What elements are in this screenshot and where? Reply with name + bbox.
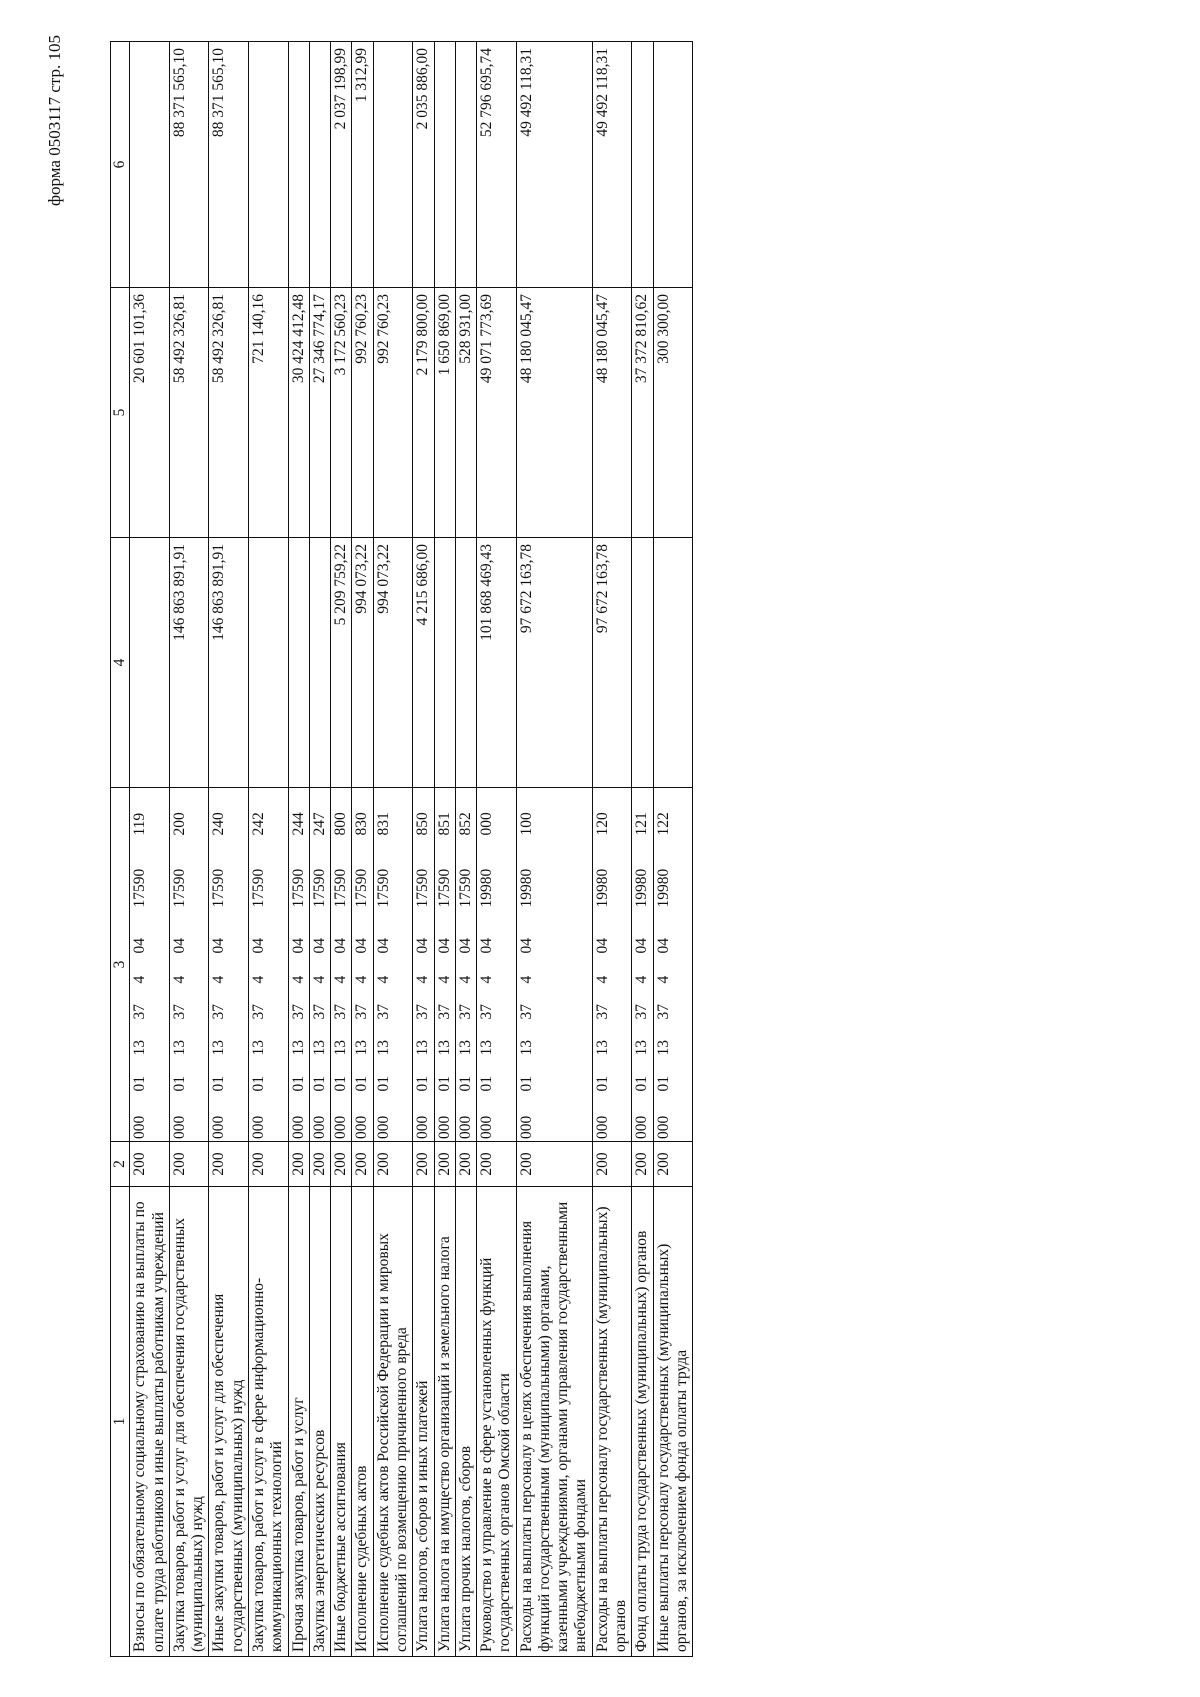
- row-name: Взносы по обязательному социальному страхованию на выплаты по оплате труда работников и иные выплаты работникам учреждений: [130, 1187, 170, 1657]
- budget-code-part: 122: [653, 788, 693, 838]
- table-row: [592, 42, 632, 1657]
- executed-amount: 58 492 326,81: [169, 288, 209, 538]
- budget-code-part: 19980: [653, 838, 693, 910]
- budget-code-part: 13: [516, 1022, 592, 1058]
- budget-code-part: 19980: [477, 838, 517, 910]
- budget-code-part: 37: [169, 986, 209, 1022]
- row-line-code: 200: [592, 1142, 632, 1187]
- executed-amount: 528 931,00: [455, 288, 476, 538]
- budget-code-part: 17590: [309, 838, 330, 910]
- unexecuted-amount: [373, 42, 413, 288]
- budget-code-part: 13: [130, 1022, 170, 1058]
- unexecuted-amount: [130, 42, 170, 288]
- executed-amount: 20 601 101,36: [130, 288, 170, 538]
- row-name: Уплата налога на имущество организаций и земельного налога: [434, 1187, 455, 1657]
- approved-amount: 5 209 759,22: [331, 538, 352, 788]
- executed-amount: 58 492 326,81: [209, 288, 249, 538]
- budget-code-part: 000: [169, 1094, 209, 1142]
- budget-code-part: 000: [592, 1094, 632, 1142]
- budget-code-part: 04: [455, 910, 476, 956]
- row-line-code: 200: [248, 1142, 288, 1187]
- budget-code-part: 37: [288, 986, 309, 1022]
- approved-amount: 994 073,22: [352, 538, 373, 788]
- approved-amount: [653, 538, 693, 788]
- budget-code-part: 4: [434, 956, 455, 986]
- budget-code-part: 04: [248, 910, 288, 956]
- budget-code-part: 4: [516, 956, 592, 986]
- row-line-code: 200: [169, 1142, 209, 1187]
- budget-code-part: 01: [169, 1058, 209, 1094]
- row-line-code: 200: [209, 1142, 249, 1187]
- budget-code-part: 244: [288, 788, 309, 838]
- budget-code-part: 17590: [373, 838, 413, 910]
- executed-amount: 3 172 560,23: [331, 288, 352, 538]
- budget-code-part: 13: [309, 1022, 330, 1058]
- budget-code-part: 01: [309, 1058, 330, 1094]
- budget-code-part: 119: [130, 788, 170, 838]
- budget-code-part: 01: [130, 1058, 170, 1094]
- unexecuted-amount: 88 371 565,10: [169, 42, 209, 288]
- row-line-code: 200: [434, 1142, 455, 1187]
- row-name: Иные выплаты персоналу государственных (муниципальных) органов, за исключением фонда оплаты труда: [653, 1187, 693, 1657]
- budget-code-part: 120: [592, 788, 632, 838]
- table-row: [130, 42, 170, 1657]
- row-name: Закупка энергетических ресурсов: [309, 1187, 330, 1657]
- budget-code-part: 4: [309, 956, 330, 986]
- budget-code-part: 13: [455, 1022, 476, 1058]
- row-line-code: 200: [653, 1142, 693, 1187]
- row-name: Исполнение судебных актов Российской Федерации и мировых соглашений по возмещению причиненного вреда: [373, 1187, 413, 1657]
- row-name: Фонд оплаты труда государственных (муниципальных) органов: [632, 1187, 653, 1657]
- row-line-code: 200: [331, 1142, 352, 1187]
- budget-code-part: 04: [130, 910, 170, 956]
- approved-amount: [288, 538, 309, 788]
- table-row: [413, 42, 434, 1657]
- approved-amount: 97 672 163,78: [592, 538, 632, 788]
- executed-amount: 992 760,23: [373, 288, 413, 538]
- budget-code-part: 04: [288, 910, 309, 956]
- budget-code-part: 13: [373, 1022, 413, 1058]
- budget-code-part: 100: [516, 788, 592, 838]
- row-name: Исполнение судебных актов: [352, 1187, 373, 1657]
- budget-code-part: 04: [209, 910, 249, 956]
- budget-code-part: 37: [516, 986, 592, 1022]
- approved-amount: [632, 538, 653, 788]
- unexecuted-amount: 2 035 886,00: [413, 42, 434, 288]
- budget-code-part: 000: [653, 1094, 693, 1142]
- expenditure-table: [110, 41, 693, 1657]
- budget-code-part: 000: [209, 1094, 249, 1142]
- table-body: [111, 42, 693, 1657]
- budget-code-part: 17590: [248, 838, 288, 910]
- table-row: [516, 42, 592, 1657]
- row-name: Иные закупки товаров, работ и услуг для обеспечения государственных (муниципальных) нужд: [209, 1187, 249, 1657]
- budget-code-part: 04: [169, 910, 209, 956]
- column-number: 1: [111, 1187, 130, 1657]
- unexecuted-amount: [653, 42, 693, 288]
- unexecuted-amount: 49 492 118,31: [516, 42, 592, 288]
- budget-code-part: 13: [413, 1022, 434, 1058]
- budget-code-part: 000: [331, 1094, 352, 1142]
- row-name: Иные бюджетные ассигнования: [331, 1187, 352, 1657]
- row-line-code: 200: [413, 1142, 434, 1187]
- row-line-code: 200: [516, 1142, 592, 1187]
- budget-code-part: 37: [413, 986, 434, 1022]
- budget-code-part: 37: [209, 986, 249, 1022]
- budget-code-part: 000: [373, 1094, 413, 1142]
- budget-code-part: 000: [632, 1094, 653, 1142]
- budget-code-part: 04: [352, 910, 373, 956]
- row-name: Расходы на выплаты персоналу в целях обеспечения выполнения функций государственными (муниципальными) органами, казенными учреждениями, органами управления государственными внебюджетными фондами: [516, 1187, 592, 1657]
- budget-code-part: 01: [331, 1058, 352, 1094]
- table-row: [434, 42, 455, 1657]
- budget-code-part: 13: [434, 1022, 455, 1058]
- row-name: Уплата налогов, сборов и иных платежей: [413, 1187, 434, 1657]
- budget-code-part: 37: [434, 986, 455, 1022]
- budget-code-part: 13: [632, 1022, 653, 1058]
- budget-code-part: 04: [477, 910, 517, 956]
- budget-code-part: 01: [373, 1058, 413, 1094]
- budget-code-part: 04: [331, 910, 352, 956]
- budget-code-part: 000: [455, 1094, 476, 1142]
- column-number-row: [111, 42, 130, 1657]
- budget-code-part: 01: [288, 1058, 309, 1094]
- approved-amount: [248, 538, 288, 788]
- budget-code-part: 17590: [169, 838, 209, 910]
- approved-amount: 994 073,22: [373, 538, 413, 788]
- budget-code-part: 4: [209, 956, 249, 986]
- budget-code-part: 37: [373, 986, 413, 1022]
- executed-amount: 37 372 810,62: [632, 288, 653, 538]
- table-row: [653, 42, 693, 1657]
- budget-code-part: 04: [516, 910, 592, 956]
- row-name: Закупка товаров, работ и услуг для обеспечения государственных (муниципальных) нужд: [169, 1187, 209, 1657]
- budget-code-part: 19980: [632, 838, 653, 910]
- budget-code-part: 37: [632, 986, 653, 1022]
- unexecuted-amount: [434, 42, 455, 288]
- budget-code-part: 4: [455, 956, 476, 986]
- budget-code-part: 000: [413, 1094, 434, 1142]
- budget-code-part: 247: [309, 788, 330, 838]
- budget-code-part: 37: [352, 986, 373, 1022]
- budget-code-part: 4: [477, 956, 517, 986]
- budget-code-part: 830: [352, 788, 373, 838]
- table-row: [477, 42, 517, 1657]
- budget-code-part: 17590: [209, 838, 249, 910]
- table-row: [309, 42, 330, 1657]
- budget-code-part: 01: [434, 1058, 455, 1094]
- budget-code-part: 000: [309, 1094, 330, 1142]
- budget-code-part: 4: [632, 956, 653, 986]
- unexecuted-amount: 88 371 565,10: [209, 42, 249, 288]
- budget-code-part: 01: [653, 1058, 693, 1094]
- form-page-label: форма 0503117 стр. 105: [45, 35, 64, 206]
- budget-code-part: 4: [653, 956, 693, 986]
- unexecuted-amount: [288, 42, 309, 288]
- executed-amount: 48 180 045,47: [592, 288, 632, 538]
- budget-code-part: 4: [130, 956, 170, 986]
- budget-code-part: 01: [248, 1058, 288, 1094]
- budget-code-part: 13: [331, 1022, 352, 1058]
- row-name: Расходы на выплаты персоналу государственных (муниципальных) органов: [592, 1187, 632, 1657]
- row-line-code: 200: [477, 1142, 517, 1187]
- budget-code-part: 000: [248, 1094, 288, 1142]
- table-row: [288, 42, 309, 1657]
- row-line-code: 200: [288, 1142, 309, 1187]
- budget-code-part: 851: [434, 788, 455, 838]
- budget-code-part: 000: [352, 1094, 373, 1142]
- table-row: [632, 42, 653, 1657]
- table-row: [455, 42, 476, 1657]
- budget-code-part: 17590: [352, 838, 373, 910]
- budget-code-part: 200: [169, 788, 209, 838]
- budget-code-part: 37: [455, 986, 476, 1022]
- budget-code-part: 01: [209, 1058, 249, 1094]
- budget-code-part: 4: [592, 956, 632, 986]
- budget-code-part: 13: [477, 1022, 517, 1058]
- budget-code-part: 01: [632, 1058, 653, 1094]
- row-name: Руководство и управление в сфере установленных функций государственных органов Омской области: [477, 1187, 517, 1657]
- budget-code-part: 01: [455, 1058, 476, 1094]
- executed-amount: 30 424 412,48: [288, 288, 309, 538]
- executed-amount: 2 179 800,00: [413, 288, 434, 538]
- budget-code-part: 852: [455, 788, 476, 838]
- budget-code-part: 01: [477, 1058, 517, 1094]
- budget-code-part: 04: [434, 910, 455, 956]
- budget-code-part: 4: [413, 956, 434, 986]
- column-number: 5: [111, 288, 130, 538]
- executed-amount: 49 071 773,69: [477, 288, 517, 538]
- row-line-code: 200: [130, 1142, 170, 1187]
- budget-code-part: 17590: [434, 838, 455, 910]
- column-number: 3: [111, 788, 130, 1142]
- row-line-code: 200: [455, 1142, 476, 1187]
- budget-code-part: 000: [516, 1094, 592, 1142]
- row-line-code: 200: [309, 1142, 330, 1187]
- budget-code-part: 4: [373, 956, 413, 986]
- table-row: [352, 42, 373, 1657]
- budget-code-part: 4: [352, 956, 373, 986]
- budget-code-part: 13: [288, 1022, 309, 1058]
- approved-amount: [309, 538, 330, 788]
- unexecuted-amount: 49 492 118,31: [592, 42, 632, 288]
- budget-code-part: 01: [516, 1058, 592, 1094]
- row-line-code: 200: [373, 1142, 413, 1187]
- unexecuted-amount: [455, 42, 476, 288]
- approved-amount: 97 672 163,78: [516, 538, 592, 788]
- budget-code-part: 37: [130, 986, 170, 1022]
- column-number: 6: [111, 42, 130, 288]
- unexecuted-amount: 2 037 198,99: [331, 42, 352, 288]
- budget-code-part: 13: [209, 1022, 249, 1058]
- budget-code-part: 4: [288, 956, 309, 986]
- row-name: Закупка товаров, работ и услуг в сфере информационно-коммуникационных технологий: [248, 1187, 288, 1657]
- approved-amount: [455, 538, 476, 788]
- budget-code-part: 4: [248, 956, 288, 986]
- approved-amount: 146 863 891,91: [209, 538, 249, 788]
- budget-code-part: 242: [248, 788, 288, 838]
- executed-amount: 48 180 045,47: [516, 288, 592, 538]
- budget-code-part: 04: [309, 910, 330, 956]
- column-number: 4: [111, 538, 130, 788]
- budget-code-part: 240: [209, 788, 249, 838]
- budget-code-part: 13: [169, 1022, 209, 1058]
- budget-code-part: 000: [130, 1094, 170, 1142]
- budget-code-part: 17590: [288, 838, 309, 910]
- executed-amount: 300 300,00: [653, 288, 693, 538]
- executed-amount: 992 760,23: [352, 288, 373, 538]
- budget-code-part: 37: [331, 986, 352, 1022]
- approved-amount: [130, 538, 170, 788]
- budget-code-part: 01: [413, 1058, 434, 1094]
- approved-amount: 146 863 891,91: [169, 538, 209, 788]
- budget-code-part: 04: [592, 910, 632, 956]
- budget-code-part: 37: [477, 986, 517, 1022]
- unexecuted-amount: [248, 42, 288, 288]
- executed-amount: 721 140,16: [248, 288, 288, 538]
- row-name: Уплата прочих налогов, сборов: [455, 1187, 476, 1657]
- budget-code-part: 13: [592, 1022, 632, 1058]
- budget-code-part: 04: [632, 910, 653, 956]
- table-row: [373, 42, 413, 1657]
- unexecuted-amount: [309, 42, 330, 288]
- table-row: [169, 42, 209, 1657]
- table-row: [209, 42, 249, 1657]
- unexecuted-amount: 52 796 695,74: [477, 42, 517, 288]
- budget-code-part: 121: [632, 788, 653, 838]
- budget-code-part: 000: [477, 788, 517, 838]
- budget-code-part: 13: [653, 1022, 693, 1058]
- table-row: [248, 42, 288, 1657]
- budget-code-part: 04: [413, 910, 434, 956]
- budget-code-part: 4: [169, 956, 209, 986]
- approved-amount: 101 868 469,43: [477, 538, 517, 788]
- budget-code-part: 04: [653, 910, 693, 956]
- budget-code-part: 800: [331, 788, 352, 838]
- budget-code-part: 01: [352, 1058, 373, 1094]
- approved-amount: 4 215 686,00: [413, 538, 434, 788]
- executed-amount: 27 346 774,17: [309, 288, 330, 538]
- budget-code-part: 04: [373, 910, 413, 956]
- budget-code-part: 000: [288, 1094, 309, 1142]
- budget-code-part: 19980: [592, 838, 632, 910]
- budget-code-part: 17590: [130, 838, 170, 910]
- budget-code-part: 831: [373, 788, 413, 838]
- column-number: 2: [111, 1142, 130, 1187]
- budget-code-part: 37: [248, 986, 288, 1022]
- budget-code-part: 19980: [516, 838, 592, 910]
- table-row: [331, 42, 352, 1657]
- budget-code-part: 850: [413, 788, 434, 838]
- approved-amount: [434, 538, 455, 788]
- budget-code-part: 37: [653, 986, 693, 1022]
- executed-amount: 1 650 869,00: [434, 288, 455, 538]
- budget-code-part: 17590: [413, 838, 434, 910]
- budget-code-part: 000: [434, 1094, 455, 1142]
- unexecuted-amount: [632, 42, 653, 288]
- budget-code-part: 37: [309, 986, 330, 1022]
- row-name: Прочая закупка товаров, работ и услуг: [288, 1187, 309, 1657]
- budget-code-part: 13: [248, 1022, 288, 1058]
- budget-code-part: 01: [592, 1058, 632, 1094]
- budget-code-part: 37: [592, 986, 632, 1022]
- budget-code-part: 17590: [331, 838, 352, 910]
- unexecuted-amount: 1 312,99: [352, 42, 373, 288]
- budget-code-part: 17590: [455, 838, 476, 910]
- budget-code-part: 13: [352, 1022, 373, 1058]
- budget-code-part: 4: [331, 956, 352, 986]
- row-line-code: 200: [352, 1142, 373, 1187]
- row-line-code: 200: [632, 1142, 653, 1187]
- budget-code-part: 000: [477, 1094, 517, 1142]
